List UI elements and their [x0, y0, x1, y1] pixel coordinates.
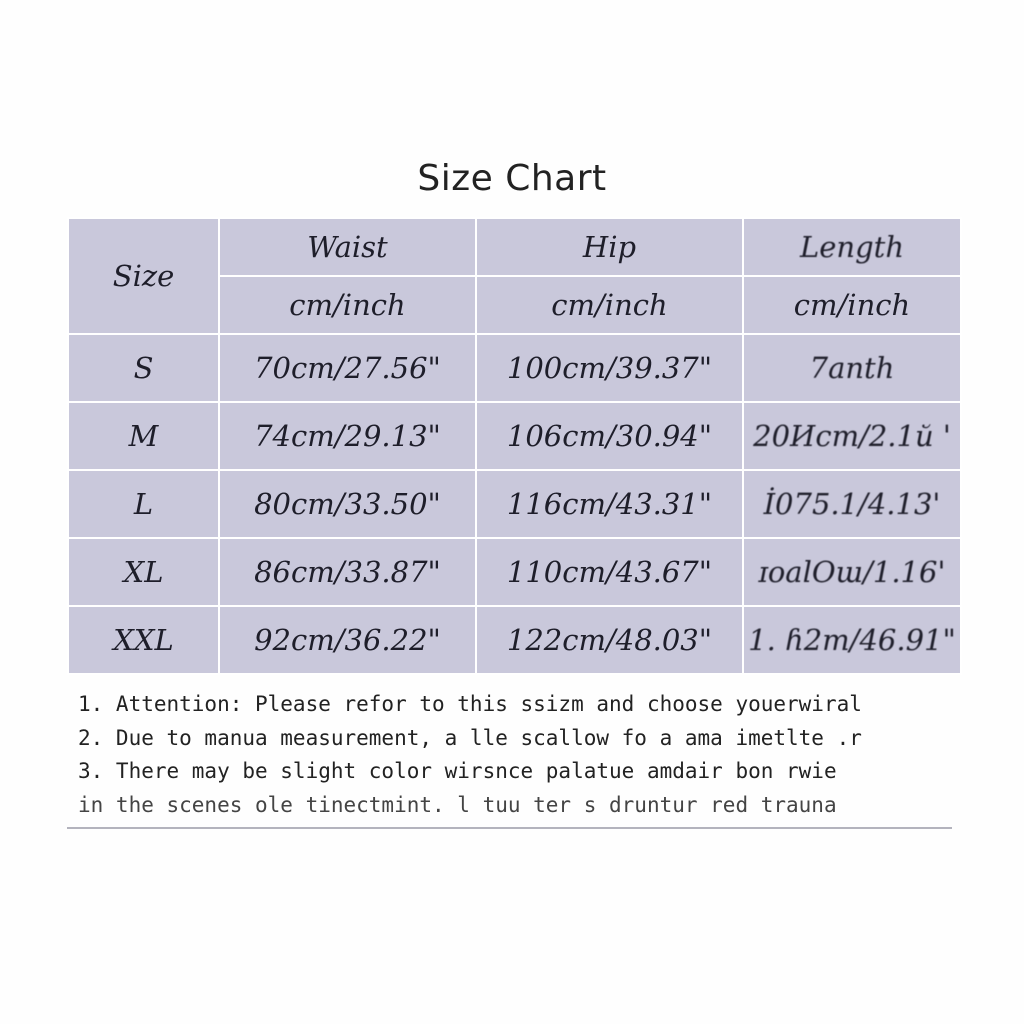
note-line: 3. There may be slight color wirsnce palatue amdair bon rwie [78, 759, 837, 783]
cell-waist: 92cm/36.22" [219, 606, 476, 674]
cell-hip: 100cm/39.37" [476, 334, 743, 402]
header-hip: Hip [476, 218, 743, 276]
note-line: 2. Due to manua measurement, a lle scallow fo a ama imetlte .r [78, 725, 862, 750]
cell-size: L [68, 470, 219, 538]
note-line: in the scenes ole tinectmint. l tuu ter s druntur red trauna [78, 792, 837, 817]
cell-hip: 110cm/43.67" [476, 538, 743, 606]
table-header-row [68, 218, 961, 276]
table-row [68, 470, 961, 538]
cell-length: İ075.1/4.13' [743, 470, 961, 538]
size-table [67, 217, 962, 675]
cell-size: S [68, 334, 219, 402]
cell-hip: 122cm/48.03" [476, 606, 743, 674]
note-line: 1. Attention: Please refor to this ssizm and choose youerwiral [78, 692, 862, 716]
cell-size: M [68, 402, 219, 470]
header-waist: Waist [219, 218, 476, 276]
table-row [68, 402, 961, 470]
table-row [68, 334, 961, 402]
cell-size: XXL [68, 606, 219, 674]
cell-length: 7аnth [743, 334, 961, 402]
cell-waist: 70cm/27.56" [219, 334, 476, 402]
notes-block [78, 688, 878, 822]
unit-waist: cm/inch [219, 276, 476, 334]
header-length: Length [743, 218, 961, 276]
cell-length: 1. ɦ2m/46.91" [743, 606, 961, 674]
table-row [68, 538, 961, 606]
cell-length: ɪoalOɯ/1.16' [743, 538, 961, 606]
cell-size: XL [68, 538, 219, 606]
cell-hip: 116cm/43.31" [476, 470, 743, 538]
divider [67, 827, 952, 829]
unit-length: cm/inch [743, 276, 961, 334]
cell-length: 20Иcm/2.1й ' [743, 402, 961, 470]
page-title: Size Chart [417, 158, 607, 199]
cell-waist: 74cm/29.13" [219, 402, 476, 470]
unit-hip: cm/inch [476, 276, 743, 334]
cell-waist: 80cm/33.50" [219, 470, 476, 538]
cell-hip: 106cm/30.94" [476, 402, 743, 470]
table-row [68, 606, 961, 674]
header-size: Size [68, 218, 219, 334]
cell-waist: 86cm/33.87" [219, 538, 476, 606]
